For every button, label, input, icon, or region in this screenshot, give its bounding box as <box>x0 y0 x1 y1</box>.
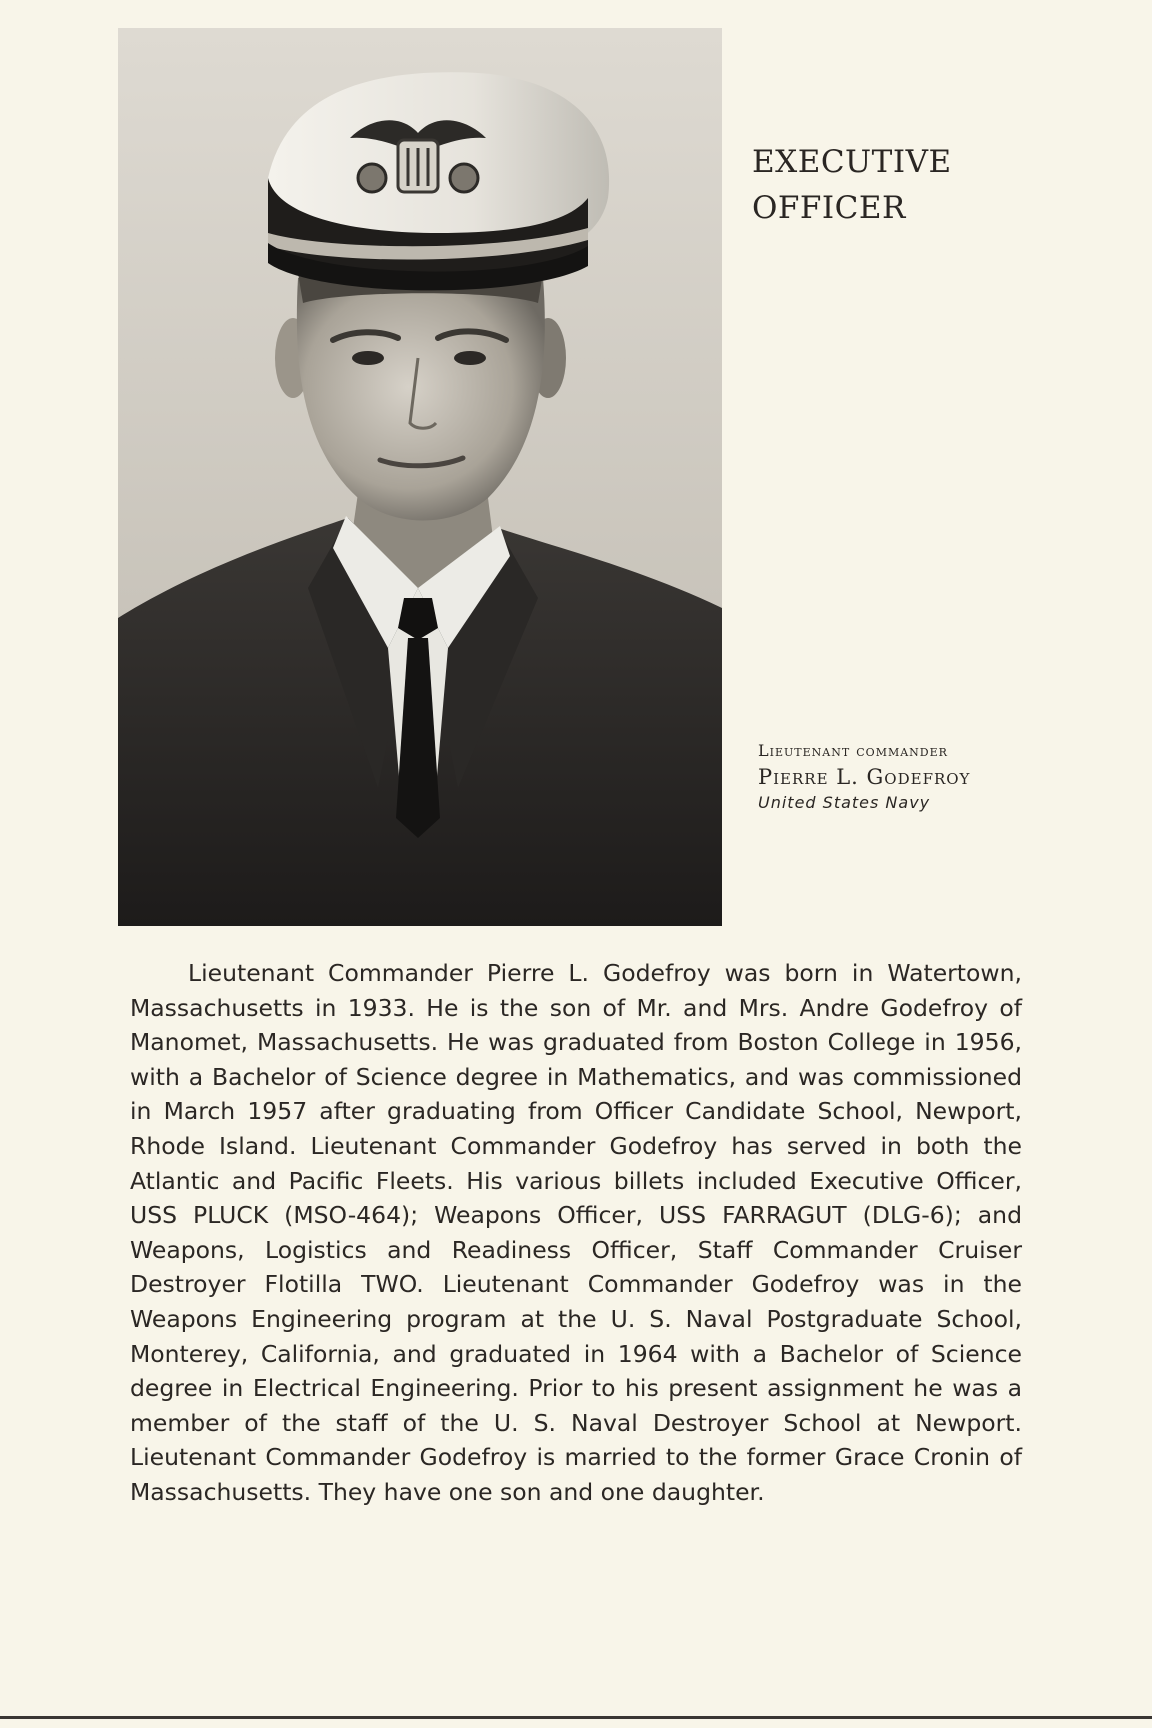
officer-rank: Lieutenant commander <box>758 741 948 760</box>
officer-service: United States Navy <box>758 793 931 812</box>
page-edge-line <box>0 1716 1152 1719</box>
section-title-line-2: OFFICER <box>752 189 906 226</box>
officer-portrait-photo <box>118 28 722 926</box>
biography-paragraph: Lieutenant Commander Pierre L. Godefroy was born in Watertown, Massachusetts in 1933. He is the son of Mr. and Mrs. Andre Godefroy of Manomet, Massachusetts. He was graduated from Boston College in 1956, with a Bachelor of Science degree in Mathematics, and was commissioned in March 1957 after graduating from Officer Candidate School, Newport, Rhode Island. Lieutenant Commander Godefroy has served in both the Atlantic and Pacific Fleets. His various billets included Executive Officer, USS PLUCK (MSO-464); Weapons Officer, USS FARRAGUT (DLG-6); and Weapons, Logistics and Readiness Officer, Staff Commander Cruiser Destroyer Flotilla TWO. Lieutenant Commander Godefroy was in the Weapons Engineering program at the U. S. Naval Postgraduate School, Monterey, California, and graduated in 1964 with a Bachelor of Science degree in Electrical Engineering. Prior to his present assignment he was a member of the staff of the U. S. Naval Destroyer School at Newport. Lieutenant Commander Godefroy is married to the former Grace Cronin of Massachusetts. They have one son and one daughter. <box>130 959 1022 1506</box>
section-title <box>752 139 1112 231</box>
officer-name: Pierre L. Godefroy <box>758 765 971 789</box>
section-title-line-1: EXECUTIVE <box>752 143 952 180</box>
photo-caption <box>758 740 1088 814</box>
